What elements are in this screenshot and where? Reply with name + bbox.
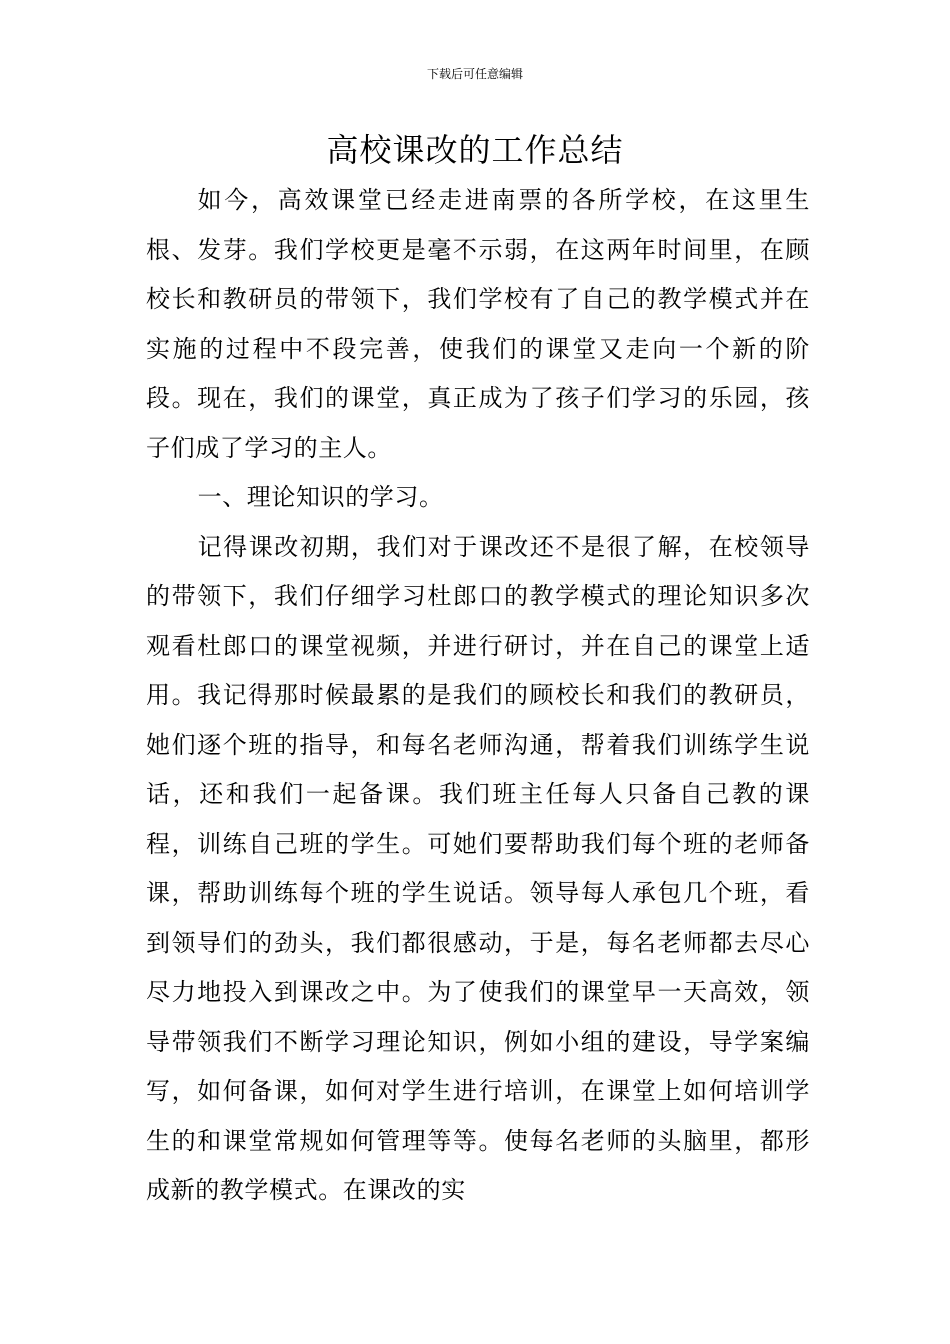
section-heading-theory-learning: 一、理论知识的学习。	[197, 483, 444, 511]
paragraph-intro: 如今，高效课堂已经走进南票的各所学校，在这里生根、发芽。我们学校更是毫不示弱，在这两年时间里，在顾校长和教研员的带领下，我们学校有了自己的教学模式并在实施的过程中不段完善，使我们的课堂又走向一个新的阶段。现在，我们的课堂，真正成为了孩子们学习的乐园，孩子们成了学习的主人。	[146, 186, 810, 462]
document-title: 高校课改的工作总结	[326, 131, 624, 169]
header-note: 下载后可任意编辑	[426, 67, 523, 81]
paragraph-theory-learning: 记得课改初期，我们对于课改还不是很了解，在校领导的带领下，我们仔细学习杜郎口的教学模式的理论知识多次观看杜郎口的课堂视频，并进行研讨，并在自己的课堂上适用。我记得那时候最累的是我们的顾校长和我们的教研员，她们逐个班的指导，和每名老师沟通，帮着我们训练学生说话，还和我们一起备课。我们班主任每人只备自己教的课程，训练自己班的学生。可她们要帮助我们每个班的老师备课，帮助训练每个班的学生说话。领导每人承包几个班，看到领导们的劲头，我们都很感动，于是，每名老师都去尽心尽力地投入到课改之中。为了使我们的课堂早一天高效，领导带领我们不断学习理论知识，例如小组的建设，导学案编写，如何备课，如何对学生进行培训，在课堂上如何培训学生的和课堂常规如何管理等等。使每名老师的头脑里，都形成新的教学模式。在课改的实	[146, 532, 810, 1204]
document-body	[146, 176, 810, 1216]
